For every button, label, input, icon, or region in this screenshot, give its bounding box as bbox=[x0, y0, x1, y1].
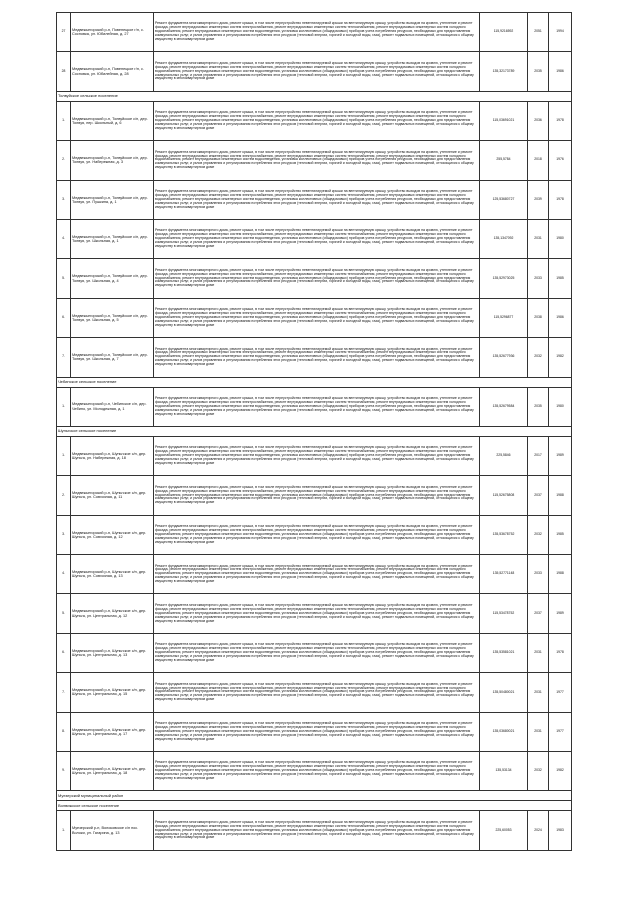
area-cell: 115,52675808 bbox=[480, 476, 528, 515]
works-cell: Ремонт фундамента многоквартирного дома, ремонт крыши, в том числе переустройство невентилируемой крыши на вентилируемую крышу, устройство выходов на кровлю, утепление и ремонт фасада, ремонт внутридомовых инженерных систем электроснабжения, ремонт внутридомовых инженерных систем теплоснабжения, ремонт внутридомовых инженерных систем холодного водоснабжения, ремонт внутридомовых инженерных систем водоотведения, установка коллективных (общедомовых) приборов учета потребления ресурсов, необходимых для предоставления коммунальных услуг, и узлов управления и регулирования потребления этих ресурсов (тепловой энергии, горячей и холодной воды, газа), ремонт подвальных помещений, относящихся к общему имуществу в многоквартирном доме bbox=[154, 476, 480, 515]
year-built-cell: 1980 bbox=[549, 219, 572, 258]
table-row bbox=[57, 515, 572, 554]
year-built-cell: 1982 bbox=[549, 338, 572, 377]
area-cell: 135,53581021 bbox=[480, 633, 528, 672]
year-repair-cell: 2032 bbox=[528, 338, 549, 377]
year-repair-cell: 2031 bbox=[528, 712, 549, 751]
year-repair-cell: 2035 bbox=[528, 52, 549, 91]
table-row bbox=[57, 436, 572, 475]
area-cell: 135,53134 bbox=[480, 752, 528, 791]
row-number: 6. bbox=[57, 298, 71, 337]
table-row bbox=[57, 219, 572, 258]
table-row bbox=[57, 752, 572, 791]
year-repair-cell: 2018 bbox=[528, 141, 549, 180]
section-label: Волвижское сельское поселение bbox=[57, 801, 572, 811]
area-cell: 255,5784 bbox=[480, 141, 528, 180]
year-repair-cell: 2037 bbox=[528, 476, 549, 515]
area-cell: 115,5296877 bbox=[480, 298, 528, 337]
section-label: Муезерский муниципальный район bbox=[57, 791, 572, 801]
row-number: 1. bbox=[57, 811, 71, 850]
row-number: 7. bbox=[57, 338, 71, 377]
address-cell: Медвежьегорский р-н, Шуньгское с/п, дер. Шуньга, ул. Центральная, д. 13 bbox=[71, 633, 154, 672]
year-built-cell: 1989 bbox=[549, 594, 572, 633]
year-built-cell: 1985 bbox=[549, 259, 572, 298]
address-cell: Медвежьегорский р-н, Шуньгское с/п, дер. Шуньга, ул. Набережная, д. 18 bbox=[71, 436, 154, 475]
area-cell: 135,52973025 bbox=[480, 259, 528, 298]
area-cell: 135,52771148 bbox=[480, 555, 528, 594]
works-cell: Ремонт фундамента многоквартирного дома, ремонт крыши, в том числе переустройство невентилируемой крыши на вентилируемую крышу, устройство выходов на кровлю, утепление и ремонт фасада, ремонт внутридомовых инженерных систем электроснабжения, ремонт внутридомовых инженерных систем теплоснабжения, ремонт внутридомовых инженерных систем холодного водоснабжения, ремонт внутридомовых инженерных систем водоотведения, установка коллективных (общедомовых) приборов учета потребления ресурсов, необходимых для предоставления коммунальных услуг, и узлов управления и регулирования потребления этих ресурсов (тепловой энергии, горячей и холодной воды, газа), ремонт подвальных помещений, относящихся к общему имуществу в многоквартирном доме bbox=[154, 180, 480, 219]
area-cell: 115,03691021 bbox=[480, 101, 528, 140]
table-row bbox=[57, 811, 572, 850]
row-number: 1. bbox=[57, 436, 71, 475]
address-cell: Медвежьегорский р-н, Толвуйское с/п, дер. Толвуя, ул. Школьная, д. 5 bbox=[71, 298, 154, 337]
table-row bbox=[57, 298, 572, 337]
area-cell: 135,03680021 bbox=[480, 712, 528, 751]
year-built-cell: 1988 bbox=[549, 555, 572, 594]
row-number: 1. bbox=[57, 101, 71, 140]
row-number: 9. bbox=[57, 752, 71, 791]
year-repair-cell: 2039 bbox=[528, 180, 549, 219]
area-cell: 115,9216592 bbox=[480, 13, 528, 52]
section-row bbox=[57, 801, 572, 811]
year-repair-cell: 2037 bbox=[528, 594, 549, 633]
works-cell: Ремонт фундамента многоквартирного дома, ремонт крыши, в том числе переустройство невентилируемой крыши на вентилируемую крышу, устройство выходов на кровлю, утепление и ремонт фасада, ремонт внутридомовых инженерных систем электроснабжения, ремонт внутридомовых инженерных систем теплоснабжения, ремонт внутридомовых инженерных систем холодного водоснабжения, ремонт внутридомовых инженерных систем водоотведения, установка коллективных (общедомовых) приборов учета потребления ресурсов, необходимых для предоставления коммунальных услуг, и узлов управления и регулирования потребления этих ресурсов (тепловой энергии, горячей и холодной воды, газа), ремонт подвальных помещений, относящихся к общему имуществу в многоквартирном доме bbox=[154, 298, 480, 337]
row-number: 8. bbox=[57, 712, 71, 751]
works-cell: Ремонт фундамента многоквартирного дома, ремонт крыши, в том числе переустройство невентилируемой крыши на вентилируемую крышу, устройство выходов на кровлю, утепление и ремонт фасада, ремонт внутридомовых инженерных систем электроснабжения, ремонт внутридомовых инженерных систем теплоснабжения, ремонт внутридомовых инженерных систем холодного водоснабжения, ремонт внутридомовых инженерных систем водоотведения, установка коллективных (общедомовых) приборов учета потребления ресурсов, необходимых для предоставления коммунальных услуг, и узлов управления и регулирования потребления этих ресурсов (тепловой энергии, горячей и холодной воды, газа), ремонт подвальных помещений, относящихся к общему имуществу в многоквартирном доме bbox=[154, 752, 480, 791]
year-built-cell: 1985 bbox=[549, 515, 572, 554]
address-cell: Медвежьегорский р-н, Повенецкое г/п, с. Сосновка, ул. Юбилейная, д. 28 bbox=[71, 52, 154, 91]
address-cell: Медвежьегорский р-н, Толвуйское с/п, дер. Толвуя, пер. Школьный, д. 6 bbox=[71, 101, 154, 140]
address-cell: Медвежьегорский р-н, Толвуйское с/п, дер. Толвуя, ул. Школьная, д. 7 bbox=[71, 338, 154, 377]
works-cell: Ремонт фундамента многоквартирного дома, ремонт крыши, в том числе переустройство невентилируемой крыши на вентилируемую крышу, устройство выходов на кровлю, утепление и ремонт фасада, ремонт внутридомовых инженерных систем электроснабжения, ремонт внутридомовых инженерных систем теплоснабжения, ремонт внутридомовых инженерных систем холодного водоснабжения, ремонт внутридомовых инженерных систем водоотведения, установка коллективных (общедомовых) приборов учета потребления ресурсов, необходимых для предоставления коммунальных услуг, и узлов управления и регулирования потребления этих ресурсов (тепловой энергии, горячей и холодной воды, газа), ремонт подвальных помещений, относящихся к общему имуществу в многоквартирном доме bbox=[154, 633, 480, 672]
table-row bbox=[57, 52, 572, 91]
works-cell: Ремонт фундамента многоквартирного дома, ремонт крыши, в том числе переустройство невентилируемой крыши на вентилируемую крышу, устройство выходов на кровлю, утепление и ремонт фасада, ремонт внутридомовых инженерных систем электроснабжения, ремонт внутридомовых инженерных систем теплоснабжения, ремонт внутридомовых инженерных систем холодного водоснабжения, ремонт внутридомовых инженерных систем водоотведения, установка коллективных (общедомовых) приборов учета потребления ресурсов, необходимых для предоставления коммунальных услуг, и узлов управления и регулирования потребления этих ресурсов (тепловой энергии, горячей и холодной воды, газа), ремонт подвальных помещений, относящихся к общему имуществу в многоквартирном доме bbox=[154, 13, 480, 52]
document-page bbox=[56, 12, 571, 851]
year-repair-cell: 2032 bbox=[528, 515, 549, 554]
row-number: 1. bbox=[57, 387, 71, 426]
year-repair-cell: 2031 bbox=[528, 219, 549, 258]
year-repair-cell: 2017 bbox=[528, 436, 549, 475]
year-built-cell: 1989 bbox=[549, 436, 572, 475]
table-row bbox=[57, 141, 572, 180]
section-label: Толвуйское сельское поселение bbox=[57, 91, 572, 101]
year-built-cell: 1976 bbox=[549, 141, 572, 180]
address-cell: Медвежьегорский р-н, Шуньгское с/п, дер. Шуньга, ул. Центральная, д. 18 bbox=[71, 752, 154, 791]
table-row bbox=[57, 180, 572, 219]
section-label: Чебинское сельское поселение bbox=[57, 377, 572, 387]
works-cell: Ремонт фундамента многоквартирного дома, ремонт крыши, в том числе переустройство невентилируемой крыши на вентилируемую крышу, устройство выходов на кровлю, утепление и ремонт фасада, ремонт внутридомовых инженерных систем электроснабжения, ремонт внутридомовых инженерных систем теплоснабжения, ремонт внутридомовых инженерных систем холодного водоснабжения, ремонт внутридомовых инженерных систем водоотведения, установка коллективных (общедомовых) приборов учета потребления ресурсов, необходимых для предоставления коммунальных услуг, и узлов управления и регулирования потребления этих ресурсов (тепловой энергии, горячей и холодной воды, газа), ремонт подвальных помещений, относящихся к общему имуществу в многоквартирном доме bbox=[154, 259, 480, 298]
row-number: 4. bbox=[57, 219, 71, 258]
row-number: 28 bbox=[57, 52, 71, 91]
area-cell: 135,52679584 bbox=[480, 387, 528, 426]
address-cell: Медвежьегорский р-н, Чебинское с/п, дер. Чебино, ул. Молодежная, д. 1 bbox=[71, 387, 154, 426]
address-cell: Медвежьегорский р-н, Шуньгское с/п, дер. Шуньга, ул. Совхозная, д. 11 bbox=[71, 476, 154, 515]
address-cell: Медвежьегорский р-н, Шуньгское с/п, дер. Шуньга, ул. Совхозная, д. 13 bbox=[71, 555, 154, 594]
area-cell: 115,53478752 bbox=[480, 594, 528, 633]
area-cell: 125,53680727 bbox=[480, 180, 528, 219]
year-repair-cell: 2036 bbox=[528, 101, 549, 140]
year-repair-cell: 2033 bbox=[528, 259, 549, 298]
area-cell: 225,5846 bbox=[480, 436, 528, 475]
year-repair-cell: 2031 bbox=[528, 633, 549, 672]
works-cell: Ремонт фундамента многоквартирного дома, ремонт крыши, в том числе переустройство невентилируемой крыши на вентилируемую крышу, устройство выходов на кровлю, утепление и ремонт фасада, ремонт внутридомовых инженерных систем электроснабжения, ремонт внутридомовых инженерных систем теплоснабжения, ремонт внутридомовых инженерных систем холодного водоснабжения, ремонт внутридомовых инженерных систем водоотведения, установка коллективных (общедомовых) приборов учета потребления ресурсов, необходимых для предоставления коммунальных услуг, и узлов управления и регулирования потребления этих ресурсов (тепловой энергии, горячей и холодной воды, газа), ремонт подвальных помещений, относящихся к общему имуществу в многоквартирном доме bbox=[154, 52, 480, 91]
year-built-cell: 1986 bbox=[549, 52, 572, 91]
address-cell: Медвежьегорский р-н, Шуньгское с/п, дер. Шуньга, ул. Центральная, д. 17 bbox=[71, 712, 154, 751]
works-cell: Ремонт фундамента многоквартирного дома, ремонт крыши, в том числе переустройство невентилируемой крыши на вентилируемую крышу, устройство выходов на кровлю, утепление и ремонт фасада, ремонт внутридомовых инженерных систем электроснабжения, ремонт внутридомовых инженерных систем теплоснабжения, ремонт внутридомовых инженерных систем холодного водоснабжения, ремонт внутридомовых инженерных систем водоотведения, установка коллективных (общедомовых) приборов учета потребления ресурсов, необходимых для предоставления коммунальных услуг, и узлов управления и регулирования потребления этих ресурсов (тепловой энергии, горячей и холодной воды, газа), ремонт подвальных помещений, относящихся к общему имуществу в многоквартирном доме bbox=[154, 387, 480, 426]
table-row bbox=[57, 259, 572, 298]
works-cell: Ремонт фундамента многоквартирного дома, ремонт крыши, в том числе переустройство невентилируемой крыши на вентилируемую крышу, устройство выходов на кровлю, утепление и ремонт фасада, ремонт внутридомовых инженерных систем электроснабжения, ремонт внутридомовых инженерных систем теплоснабжения, ремонт внутридомовых инженерных систем холодного водоснабжения, ремонт внутридомовых инженерных систем водоотведения, установка коллективных (общедомовых) приборов учета потребления ресурсов, необходимых для предоставления коммунальных услуг, и узлов управления и регулирования потребления этих ресурсов (тепловой энергии, горячей и холодной воды, газа), ремонт подвальных помещений, относящихся к общему имуществу в многоквартирном доме bbox=[154, 712, 480, 751]
table-row bbox=[57, 387, 572, 426]
area-cell: 225,60053 bbox=[480, 811, 528, 850]
address-cell: Медвежьегорский р-н, Шуньгское с/п, дер. Шуньга, ул. Совхозная, д. 12 bbox=[71, 515, 154, 554]
table-row bbox=[57, 476, 572, 515]
area-cell: 135,1347092 bbox=[480, 219, 528, 258]
area-cell: 135,52677936 bbox=[480, 338, 528, 377]
year-repair-cell: 2038 bbox=[528, 298, 549, 337]
table-row bbox=[57, 594, 572, 633]
year-built-cell: 1994 bbox=[549, 13, 572, 52]
row-number: 3. bbox=[57, 515, 71, 554]
table-row bbox=[57, 633, 572, 672]
year-built-cell: 1978 bbox=[549, 180, 572, 219]
section-row bbox=[57, 377, 572, 387]
table-row bbox=[57, 673, 572, 712]
year-repair-cell: 2024 bbox=[528, 811, 549, 850]
address-cell: Медвежьегорский р-н, Шуньгское с/п, дер. Шуньга, ул. Центральная, д. 15 bbox=[71, 673, 154, 712]
year-built-cell: 1983 bbox=[549, 811, 572, 850]
section-row bbox=[57, 426, 572, 436]
row-number: 5. bbox=[57, 594, 71, 633]
works-cell: Ремонт фундамента многоквартирного дома, ремонт крыши, в том числе переустройство невентилируемой крыши на вентилируемую крышу, устройство выходов на кровлю, утепление и ремонт фасада, ремонт внутридомовых инженерных систем электроснабжения, ремонт внутридомовых инженерных систем теплоснабжения, ремонт внутридомовых инженерных систем холодного водоснабжения, ремонт внутридомовых инженерных систем водоотведения, установка коллективных (общедомовых) приборов учета потребления ресурсов, необходимых для предоставления коммунальных услуг, и узлов управления и регулирования потребления этих ресурсов (тепловой энергии, горячей и холодной воды, газа), ремонт подвальных помещений, относящихся к общему имуществу в многоквартирном доме bbox=[154, 811, 480, 850]
year-built-cell: 1988 bbox=[549, 476, 572, 515]
works-cell: Ремонт фундамента многоквартирного дома, ремонт крыши, в том числе переустройство невентилируемой крыши на вентилируемую крышу, устройство выходов на кровлю, утепление и ремонт фасада, ремонт внутридомовых инженерных систем электроснабжения, ремонт внутридомовых инженерных систем теплоснабжения, ремонт внутридомовых инженерных систем холодного водоснабжения, ремонт внутридомовых инженерных систем водоотведения, установка коллективных (общедомовых) приборов учета потребления ресурсов, необходимых для предоставления коммунальных услуг, и узлов управления и регулирования потребления этих ресурсов (тепловой энергии, горячей и холодной воды, газа), ремонт подвальных помещений, относящихся к общему имуществу в многоквартирном доме bbox=[154, 555, 480, 594]
table-row bbox=[57, 13, 572, 52]
table-row bbox=[57, 712, 572, 751]
address-cell: Медвежьегорский р-н, Шуньгское с/п, дер. Шуньга, ул. Центральная, д. 12 bbox=[71, 594, 154, 633]
table-row bbox=[57, 555, 572, 594]
section-row bbox=[57, 791, 572, 801]
table-row bbox=[57, 101, 572, 140]
row-number: 3. bbox=[57, 180, 71, 219]
works-cell: Ремонт фундамента многоквартирного дома, ремонт крыши, в том числе переустройство невентилируемой крыши на вентилируемую крышу, устройство выходов на кровлю, утепление и ремонт фасада, ремонт внутридомовых инженерных систем электроснабжения, ремонт внутридомовых инженерных систем теплоснабжения, ремонт внутридомовых инженерных систем холодного водоснабжения, ремонт внутридомовых инженерных систем водоотведения, установка коллективных (общедомовых) приборов учета потребления ресурсов, необходимых для предоставления коммунальных услуг, и узлов управления и регулирования потребления этих ресурсов (тепловой энергии, горячей и холодной воды, газа), ремонт подвальных помещений, относящихся к общему имуществу в многоквартирном доме bbox=[154, 141, 480, 180]
address-cell: Муезерский р-н, Волоковское с/п пос. Волоки, ул. Гагарина, д. 13 bbox=[71, 811, 154, 850]
row-number: 2. bbox=[57, 141, 71, 180]
works-cell: Ремонт фундамента многоквартирного дома, ремонт крыши, в том числе переустройство невентилируемой крыши на вентилируемую крышу, устройство выходов на кровлю, утепление и ремонт фасада, ремонт внутридомовых инженерных систем электроснабжения, ремонт внутридомовых инженерных систем теплоснабжения, ремонт внутридомовых инженерных систем холодного водоснабжения, ремонт внутридомовых инженерных систем водоотведения, установка коллективных (общедомовых) приборов учета потребления ресурсов, необходимых для предоставления коммунальных услуг, и узлов управления и регулирования потребления этих ресурсов (тепловой энергии, горячей и холодной воды, газа), ремонт подвальных помещений, относящихся к общему имуществу в многоквартирном доме bbox=[154, 515, 480, 554]
works-cell: Ремонт фундамента многоквартирного дома, ремонт крыши, в том числе переустройство невентилируемой крыши на вентилируемую крышу, устройство выходов на кровлю, утепление и ремонт фасада, ремонт внутридомовых инженерных систем электроснабжения, ремонт внутридомовых инженерных систем теплоснабжения, ремонт внутридомовых инженерных систем холодного водоснабжения, ремонт внутридомовых инженерных систем водоотведения, установка коллективных (общедомовых) приборов учета потребления ресурсов, необходимых для предоставления коммунальных услуг, и узлов управления и регулирования потребления этих ресурсов (тепловой энергии, горячей и холодной воды, газа), ремонт подвальных помещений, относящихся к общему имуществу в многоквартирном доме bbox=[154, 673, 480, 712]
year-built-cell: 1978 bbox=[549, 101, 572, 140]
year-repair-cell: 2033 bbox=[528, 555, 549, 594]
row-number: 27 bbox=[57, 13, 71, 52]
row-number: 5. bbox=[57, 259, 71, 298]
address-cell: Медвежьегорский р-н, Толвуйское с/п, дер. Толвуя, ул. Набережная, д. 3 bbox=[71, 141, 154, 180]
address-cell: Медвежьегорский р-н, Толвуйское с/п, дер. Толвуя, ул. Школьная, д. 1 bbox=[71, 219, 154, 258]
year-built-cell: 1982 bbox=[549, 752, 572, 791]
year-built-cell: 1980 bbox=[549, 387, 572, 426]
row-number: 7. bbox=[57, 673, 71, 712]
works-cell: Ремонт фундамента многоквартирного дома, ремонт крыши, в том числе переустройство невентилируемой крыши на вентилируемую крышу, устройство выходов на кровлю, утепление и ремонт фасада, ремонт внутридомовых инженерных систем электроснабжения, ремонт внутридомовых инженерных систем теплоснабжения, ремонт внутридомовых инженерных систем холодного водоснабжения, ремонт внутридомовых инженерных систем водоотведения, установка коллективных (общедомовых) приборов учета потребления ресурсов, необходимых для предоставления коммунальных услуг, и узлов управления и регулирования потребления этих ресурсов (тепловой энергии, горячей и холодной воды, газа), ремонт подвальных помещений, относящихся к общему имуществу в многоквартирном доме bbox=[154, 436, 480, 475]
year-built-cell: 1978 bbox=[549, 633, 572, 672]
section-label: Шуньгское сельское поселение bbox=[57, 426, 572, 436]
works-cell: Ремонт фундамента многоквартирного дома, ремонт крыши, в том числе переустройство невентилируемой крыши на вентилируемую крышу, устройство выходов на кровлю, утепление и ремонт фасада, ремонт внутридомовых инженерных систем электроснабжения, ремонт внутридомовых инженерных систем теплоснабжения, ремонт внутридомовых инженерных систем холодного водоснабжения, ремонт внутридомовых инженерных систем водоотведения, установка коллективных (общедомовых) приборов учета потребления ресурсов, необходимых для предоставления коммунальных услуг, и узлов управления и регулирования потребления этих ресурсов (тепловой энергии, горячей и холодной воды, газа), ремонт подвальных помещений, относящихся к общему имуществу в многоквартирном доме bbox=[154, 338, 480, 377]
year-built-cell: 1977 bbox=[549, 712, 572, 751]
year-built-cell: 1986 bbox=[549, 298, 572, 337]
year-repair-cell: 2031 bbox=[528, 673, 549, 712]
works-cell: Ремонт фундамента многоквартирного дома, ремонт крыши, в том числе переустройство невентилируемой крыши на вентилируемую крышу, устройство выходов на кровлю, утепление и ремонт фасада, ремонт внутридомовых инженерных систем электроснабжения, ремонт внутридомовых инженерных систем теплоснабжения, ремонт внутридомовых инженерных систем холодного водоснабжения, ремонт внутридомовых инженерных систем водоотведения, установка коллективных (общедомовых) приборов учета потребления ресурсов, необходимых для предоставления коммунальных услуг, и узлов управления и регулирования потребления этих ресурсов (тепловой энергии, горячей и холодной воды, газа), ремонт подвальных помещений, относящихся к общему имуществу в многоквартирном доме bbox=[154, 594, 480, 633]
year-built-cell: 1977 bbox=[549, 673, 572, 712]
area-cell: 135,53678752 bbox=[480, 515, 528, 554]
year-repair-cell: 2051 bbox=[528, 13, 549, 52]
address-cell: Медвежьегорский р-н, Повенецкое г/п, с. Сосновка, ул. Юбилейная, д. 27 bbox=[71, 13, 154, 52]
year-repair-cell: 2032 bbox=[528, 752, 549, 791]
row-number: 4. bbox=[57, 555, 71, 594]
row-number: 2. bbox=[57, 476, 71, 515]
year-repair-cell: 2035 bbox=[528, 387, 549, 426]
table-body bbox=[57, 13, 572, 851]
row-number: 6. bbox=[57, 633, 71, 672]
area-cell: 135,50480021 bbox=[480, 673, 528, 712]
section-row bbox=[57, 91, 572, 101]
address-cell: Медвежьегорский р-н, Толвуйское с/п, дер. Толвуя, ул. Пушкина, д. 1 bbox=[71, 180, 154, 219]
capital-repair-table bbox=[56, 12, 572, 851]
works-cell: Ремонт фундамента многоквартирного дома, ремонт крыши, в том числе переустройство невентилируемой крыши на вентилируемую крышу, устройство выходов на кровлю, утепление и ремонт фасада, ремонт внутридомовых инженерных систем электроснабжения, ремонт внутридомовых инженерных систем теплоснабжения, ремонт внутридомовых инженерных систем холодного водоснабжения, ремонт внутридомовых инженерных систем водоотведения, установка коллективных (общедомовых) приборов учета потребления ресурсов, необходимых для предоставления коммунальных услуг, и узлов управления и регулирования потребления этих ресурсов (тепловой энергии, горячей и холодной воды, газа), ремонт подвальных помещений, относящихся к общему имуществу в многоквартирном доме bbox=[154, 101, 480, 140]
address-cell: Медвежьегорский р-н, Толвуйское с/п, дер. Толвуя, ул. Школьная, д. 4 bbox=[71, 259, 154, 298]
table-row bbox=[57, 338, 572, 377]
area-cell: 135,32173789 bbox=[480, 52, 528, 91]
works-cell: Ремонт фундамента многоквартирного дома, ремонт крыши, в том числе переустройство невентилируемой крыши на вентилируемую крышу, устройство выходов на кровлю, утепление и ремонт фасада, ремонт внутридомовых инженерных систем электроснабжения, ремонт внутридомовых инженерных систем теплоснабжения, ремонт внутридомовых инженерных систем холодного водоснабжения, ремонт внутридомовых инженерных систем водоотведения, установка коллективных (общедомовых) приборов учета потребления ресурсов, необходимых для предоставления коммунальных услуг, и узлов управления и регулирования потребления этих ресурсов (тепловой энергии, горячей и холодной воды, газа), ремонт подвальных помещений, относящихся к общему имуществу в многоквартирном доме bbox=[154, 219, 480, 258]
